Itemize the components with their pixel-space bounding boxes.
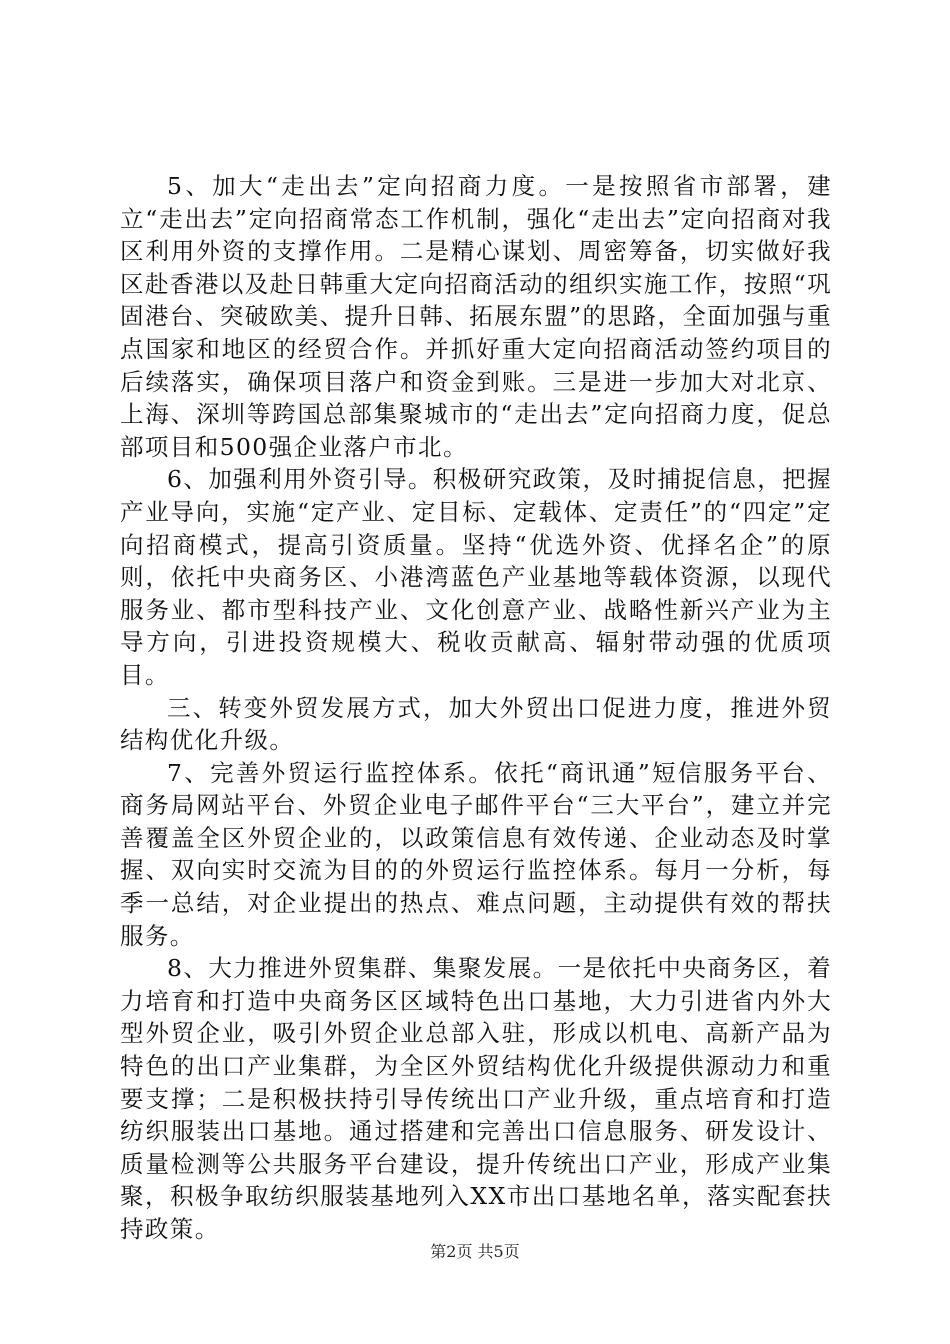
section-heading-3: 三、转变外贸发展方式，加大外贸出口促进力度，推进外贸结构优化升级。 — [120, 693, 832, 755]
page-footer: 第2页 共5页 — [430, 1242, 520, 1261]
document-body — [120, 170, 832, 1246]
paragraph-item-8: 8、大力推进外贸集群、集聚发展。一是依托中央商务区，着力培育和打造中央商务区区域特色出口基地，大力引进省内外大型外贸企业，吸引外贸企业总部入驻，形成以机电、高新产品为特色的出口产业集群，为全区外贸结构优化升级提供源动力和重要支撑；二是积极扶持引导传统出口产业升级，重点培育和打造纺织服装出口基地。通过搭建和完善出口信息服务、研发设计、质量检测等公共服务平台建设，提升传统出口产业，形成产业集聚，积极争取纺织服装基地列入XX市出口基地名单，落实配套扶持政策。 — [120, 954, 832, 1243]
paragraph-item-6: 6、加强利用外资引导。积极研究政策，及时捕捉信息，把握产业导向，实施“定产业、定目标、定载体、定责任”的“四定”定向招商模式，提高引资质量。坚持“优选外资、优择名企”的原则，依托中央商务区、小港湾蓝色产业基地等载体资源，以现代服务业、都市型科技产业、文化创意产业、战略性新兴产业为主导方向，引进投资规模大、税收贡献高、辐射带动强的优质项目。 — [120, 465, 832, 689]
paragraph-item-5: 5、加大“走出去”定向招商力度。一是按照省市部署，建立“走出去”定向招商常态工作机制，强化“走出去”定向招商对我区利用外资的支撑作用。二是精心谋划、周密筹备，切实做好我区赴香港以及赴日韩重大定向招商活动的组织实施工作，按照“巩固港台、突破欧美、提升日韩、拓展东盟”的思路，全面加强与重点国家和地区的经贸合作。并抓好重大定向招商活动签约项目的后续落实，确保项目落户和资金到账。三是进一步加大对北京、上海、深圳等跨国总部集聚城市的“走出去”定向招商力度，促总部项目和500强企业落户市北。 — [120, 172, 832, 461]
paragraph-item-7: 7、完善外贸运行监控体系。依托“商讯通”短信服务平台、商务局网站平台、外贸企业电子邮件平台“三大平台”，建立并完善覆盖全区外贸企业的，以政策信息有效传递、企业动态及时掌握、双向实时交流为目的的外贸运行监控体系。每月一分析，每季一总结，对企业提出的热点、难点问题，主动提供有效的帮扶服务。 — [120, 758, 832, 950]
